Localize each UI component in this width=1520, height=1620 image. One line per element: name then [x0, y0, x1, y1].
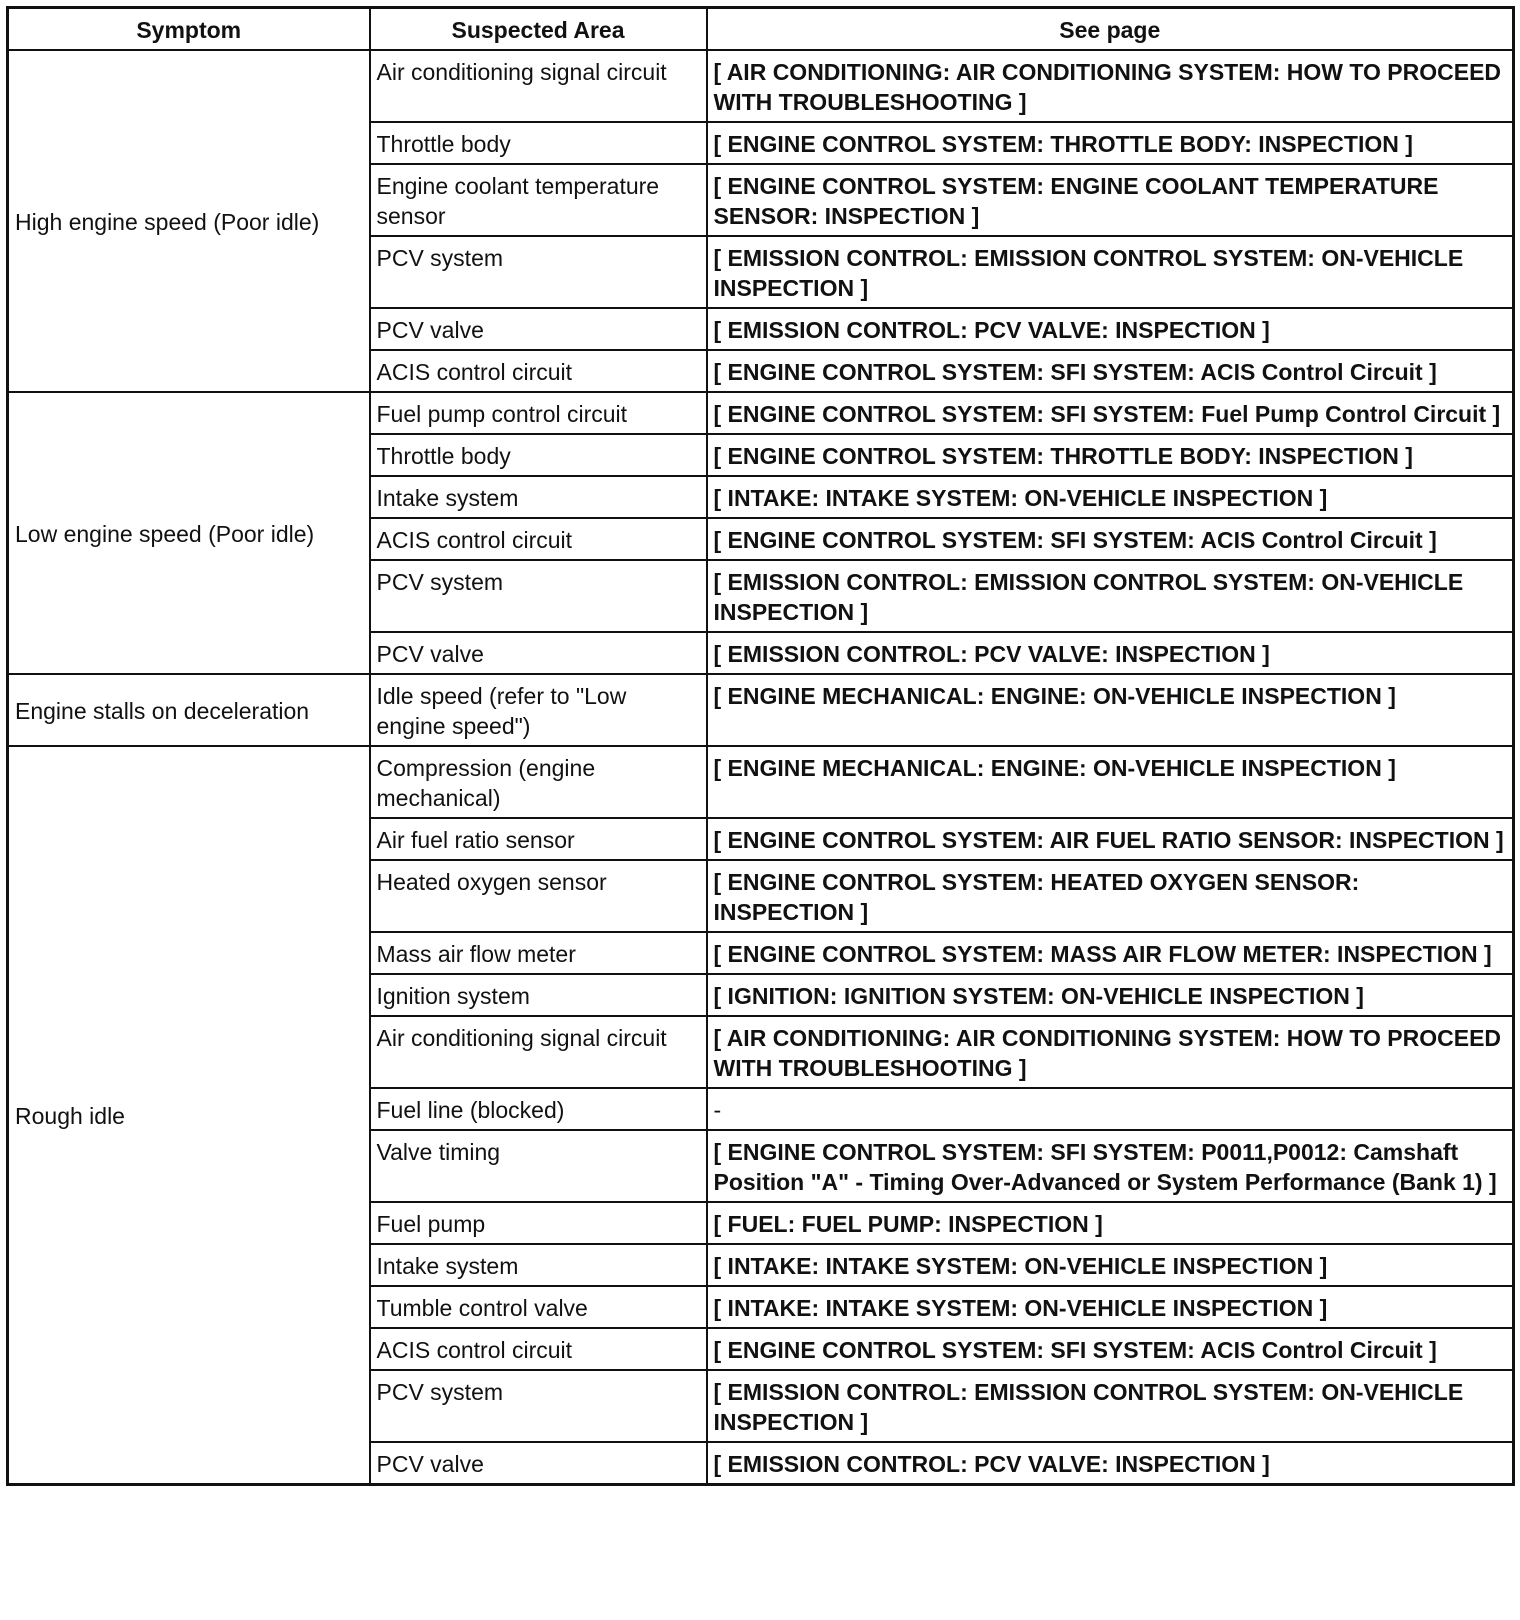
header-symptom: Symptom [8, 8, 370, 51]
table-body [8, 50, 1514, 1485]
suspected-area-cell: Air conditioning signal circuit [370, 50, 707, 122]
header-row [8, 8, 1514, 51]
suspected-area-cell: Air fuel ratio sensor [370, 818, 707, 860]
suspected-area-cell: Fuel line (blocked) [370, 1088, 707, 1130]
suspected-area-cell: Valve timing [370, 1130, 707, 1202]
suspected-area-cell: Mass air flow meter [370, 932, 707, 974]
see-page-reference: - [707, 1088, 1514, 1130]
see-page-reference: [ EMISSION CONTROL: EMISSION CONTROL SYSTEM: ON-VEHICLE INSPECTION ] [707, 236, 1514, 308]
suspected-area-cell: Tumble control valve [370, 1286, 707, 1328]
suspected-area-cell: PCV system [370, 236, 707, 308]
suspected-area-cell: PCV valve [370, 1442, 707, 1485]
suspected-area-cell: ACIS control circuit [370, 350, 707, 392]
suspected-area-cell: PCV system [370, 1370, 707, 1442]
see-page-reference: [ ENGINE CONTROL SYSTEM: THROTTLE BODY: INSPECTION ] [707, 122, 1514, 164]
suspected-area-cell: Throttle body [370, 434, 707, 476]
see-page-reference: [ INTAKE: INTAKE SYSTEM: ON-VEHICLE INSPECTION ] [707, 1244, 1514, 1286]
suspected-area-cell: Fuel pump control circuit [370, 392, 707, 434]
suspected-area-cell: Heated oxygen sensor [370, 860, 707, 932]
symptom-cell: Low engine speed (Poor idle) [8, 392, 370, 674]
see-page-reference: [ ENGINE MECHANICAL: ENGINE: ON-VEHICLE INSPECTION ] [707, 674, 1514, 746]
suspected-area-cell: Intake system [370, 476, 707, 518]
see-page-reference: [ ENGINE CONTROL SYSTEM: HEATED OXYGEN SENSOR: INSPECTION ] [707, 860, 1514, 932]
see-page-reference: [ INTAKE: INTAKE SYSTEM: ON-VEHICLE INSPECTION ] [707, 1286, 1514, 1328]
see-page-reference: [ IGNITION: IGNITION SYSTEM: ON-VEHICLE INSPECTION ] [707, 974, 1514, 1016]
see-page-reference: [ EMISSION CONTROL: EMISSION CONTROL SYSTEM: ON-VEHICLE INSPECTION ] [707, 1370, 1514, 1442]
suspected-area-cell: Fuel pump [370, 1202, 707, 1244]
see-page-reference: [ ENGINE CONTROL SYSTEM: SFI SYSTEM: P0011,P0012: Camshaft Position "A" - Timing Over-Advanced or System Performance (Bank 1) ] [707, 1130, 1514, 1202]
suspected-area-cell: Air conditioning signal circuit [370, 1016, 707, 1088]
symptom-cell: Rough idle [8, 746, 370, 1485]
see-page-reference: [ EMISSION CONTROL: PCV VALVE: INSPECTION ] [707, 1442, 1514, 1485]
header-suspected-area: Suspected Area [370, 8, 707, 51]
suspected-area-cell: ACIS control circuit [370, 1328, 707, 1370]
suspected-area-cell: Engine coolant temperature sensor [370, 164, 707, 236]
suspected-area-cell: Throttle body [370, 122, 707, 164]
see-page-reference: [ ENGINE CONTROL SYSTEM: AIR FUEL RATIO SENSOR: INSPECTION ] [707, 818, 1514, 860]
symptom-cell: Engine stalls on deceleration [8, 674, 370, 746]
see-page-reference: [ ENGINE CONTROL SYSTEM: SFI SYSTEM: ACIS Control Circuit ] [707, 350, 1514, 392]
see-page-reference: [ EMISSION CONTROL: PCV VALVE: INSPECTION ] [707, 308, 1514, 350]
see-page-reference: [ ENGINE CONTROL SYSTEM: SFI SYSTEM: ACIS Control Circuit ] [707, 518, 1514, 560]
suspected-area-cell: Intake system [370, 1244, 707, 1286]
see-page-reference: [ ENGINE CONTROL SYSTEM: SFI SYSTEM: Fuel Pump Control Circuit ] [707, 392, 1514, 434]
see-page-reference: [ ENGINE CONTROL SYSTEM: THROTTLE BODY: INSPECTION ] [707, 434, 1514, 476]
table-row [8, 392, 1514, 434]
troubleshooting-table [6, 6, 1515, 1486]
suspected-area-cell: Idle speed (refer to "Low engine speed") [370, 674, 707, 746]
suspected-area-cell: Ignition system [370, 974, 707, 1016]
symptom-cell: High engine speed (Poor idle) [8, 50, 370, 392]
suspected-area-cell: PCV valve [370, 632, 707, 674]
see-page-reference: [ INTAKE: INTAKE SYSTEM: ON-VEHICLE INSPECTION ] [707, 476, 1514, 518]
suspected-area-cell: PCV system [370, 560, 707, 632]
see-page-reference: [ EMISSION CONTROL: EMISSION CONTROL SYSTEM: ON-VEHICLE INSPECTION ] [707, 560, 1514, 632]
table-row [8, 50, 1514, 122]
table-row [8, 746, 1514, 818]
see-page-reference: [ EMISSION CONTROL: PCV VALVE: INSPECTION ] [707, 632, 1514, 674]
document-page [6, 6, 1515, 1486]
suspected-area-cell: PCV valve [370, 308, 707, 350]
see-page-reference: [ ENGINE CONTROL SYSTEM: ENGINE COOLANT TEMPERATURE SENSOR: INSPECTION ] [707, 164, 1514, 236]
see-page-reference: [ ENGINE CONTROL SYSTEM: MASS AIR FLOW METER: INSPECTION ] [707, 932, 1514, 974]
header-see-page: See page [707, 8, 1514, 51]
see-page-reference: [ FUEL: FUEL PUMP: INSPECTION ] [707, 1202, 1514, 1244]
see-page-reference: [ AIR CONDITIONING: AIR CONDITIONING SYSTEM: HOW TO PROCEED WITH TROUBLESHOOTING ] [707, 50, 1514, 122]
suspected-area-cell: ACIS control circuit [370, 518, 707, 560]
suspected-area-cell: Compression (engine mechanical) [370, 746, 707, 818]
see-page-reference: [ ENGINE CONTROL SYSTEM: SFI SYSTEM: ACIS Control Circuit ] [707, 1328, 1514, 1370]
see-page-reference: [ ENGINE MECHANICAL: ENGINE: ON-VEHICLE INSPECTION ] [707, 746, 1514, 818]
table-row [8, 674, 1514, 746]
see-page-reference: [ AIR CONDITIONING: AIR CONDITIONING SYSTEM: HOW TO PROCEED WITH TROUBLESHOOTING ] [707, 1016, 1514, 1088]
